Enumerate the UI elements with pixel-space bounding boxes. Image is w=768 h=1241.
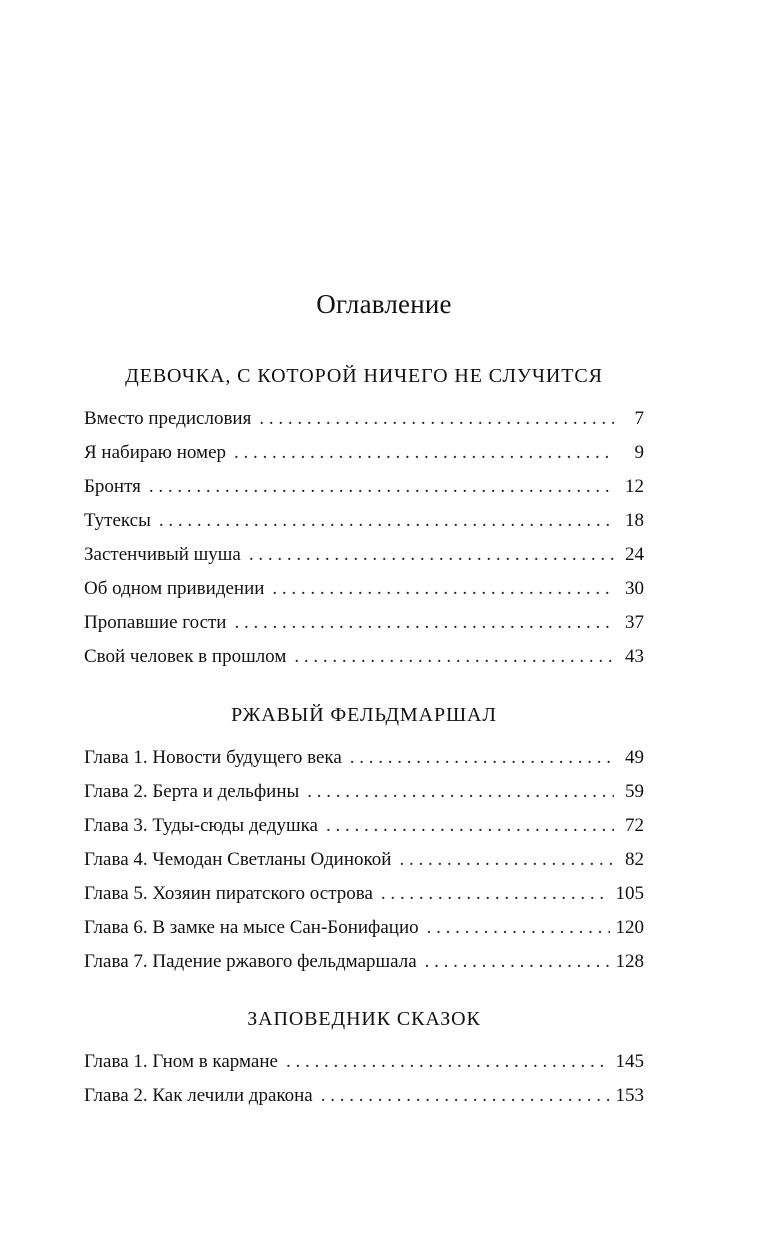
dot-leader (381, 877, 610, 911)
toc-entry-label: Глава 7. Падение ржавого фельдмаршала (84, 951, 417, 972)
toc-entry-page: 12 (625, 476, 644, 497)
toc-entry-label: Застенчивый шуша (84, 544, 241, 565)
toc-entry-page: 30 (625, 578, 644, 599)
toc-entry[interactable] (84, 572, 644, 606)
dot-leader (425, 945, 610, 979)
toc-entry[interactable] (84, 436, 644, 470)
toc-entry[interactable] (84, 775, 644, 809)
toc-entry-label: Пропавшие гости (84, 612, 227, 633)
page-title: Оглавление (316, 289, 452, 319)
toc-entry-label: Глава 5. Хозяин пиратского острова (84, 883, 373, 904)
dot-leader (326, 809, 614, 843)
dot-leader (286, 1045, 610, 1079)
toc-entry-page: 18 (625, 510, 644, 531)
toc-entry-page: 9 (634, 442, 644, 463)
dot-leader (272, 572, 614, 606)
toc-entry[interactable] (84, 504, 644, 538)
toc-entry-page: 120 (615, 917, 644, 938)
toc-entry[interactable] (84, 402, 644, 436)
toc-entry-page: 7 (634, 408, 644, 429)
toc-entry-label: Глава 2. Берта и дельфины (84, 781, 300, 802)
toc-entry[interactable] (84, 470, 644, 504)
toc-entry-label: Я набираю номер (84, 442, 226, 463)
toc-entry-page: 49 (625, 747, 644, 768)
dot-leader (249, 538, 614, 572)
toc-entry-page: 128 (615, 951, 644, 972)
toc-entry[interactable] (84, 1045, 644, 1079)
toc-entry[interactable] (84, 741, 644, 775)
dot-leader (427, 911, 610, 945)
toc-entry[interactable] (84, 911, 644, 945)
toc-entry-page: 153 (615, 1085, 644, 1106)
toc-entry-label: Глава 1. Новости будущего века (84, 747, 342, 768)
toc-entry-label: Глава 3. Туды-сюды дедушка (84, 815, 318, 836)
toc-entry-page: 82 (625, 849, 644, 870)
toc-entry-page: 59 (625, 781, 644, 802)
toc-entry-page: 105 (615, 883, 644, 904)
toc-entry-page: 24 (625, 544, 644, 565)
toc-entry-page: 72 (625, 815, 644, 836)
dot-leader (149, 470, 614, 504)
toc-entry-label: Глава 2. Как лечили дракона (84, 1085, 313, 1106)
toc-section (84, 1005, 644, 1113)
toc-entry-label: Вместо предисловия (84, 408, 252, 429)
section-title: РЖАВЫЙ ФЕЛЬДМАРШАЛ (231, 704, 497, 726)
toc-entry-label: Свой человек в прошлом (84, 646, 287, 667)
section-title: ЗАПОВЕДНИК СКАЗОК (247, 1008, 481, 1030)
dot-leader (234, 436, 614, 470)
toc-entry[interactable] (84, 809, 644, 843)
toc-entry[interactable] (84, 1079, 644, 1113)
dot-leader (294, 640, 614, 674)
toc-entry-label: Бронтя (84, 476, 141, 497)
toc-entry[interactable] (84, 877, 644, 911)
toc-entry-label: Глава 6. В замке на мысе Сан-Бонифацио (84, 917, 419, 938)
toc-entry-label: Об одном привидении (84, 578, 265, 599)
dot-leader (399, 843, 614, 877)
dot-leader (307, 775, 614, 809)
toc-entry-label: Глава 1. Гном в кармане (84, 1051, 278, 1072)
toc-entry-page: 145 (615, 1051, 644, 1072)
dot-leader (159, 504, 614, 538)
toc-entry[interactable] (84, 843, 644, 877)
toc-section (84, 701, 644, 979)
toc-section (84, 362, 644, 674)
dot-leader (321, 1079, 610, 1113)
toc-entry-label: Глава 4. Чемодан Светланы Одинокой (84, 849, 392, 870)
toc-entry[interactable] (84, 945, 644, 979)
dot-leader (350, 741, 614, 775)
dot-leader (259, 402, 614, 436)
dot-leader (234, 606, 614, 640)
toc-entry[interactable] (84, 538, 644, 572)
section-title: ДЕВОЧКА, С КОТОРОЙ НИЧЕГО НЕ СЛУЧИТСЯ (125, 365, 603, 387)
toc-entry[interactable] (84, 640, 644, 674)
toc-entry-page: 43 (625, 646, 644, 667)
toc-entry[interactable] (84, 606, 644, 640)
toc-entry-page: 37 (625, 612, 644, 633)
toc-entry-label: Тутексы (84, 510, 151, 531)
